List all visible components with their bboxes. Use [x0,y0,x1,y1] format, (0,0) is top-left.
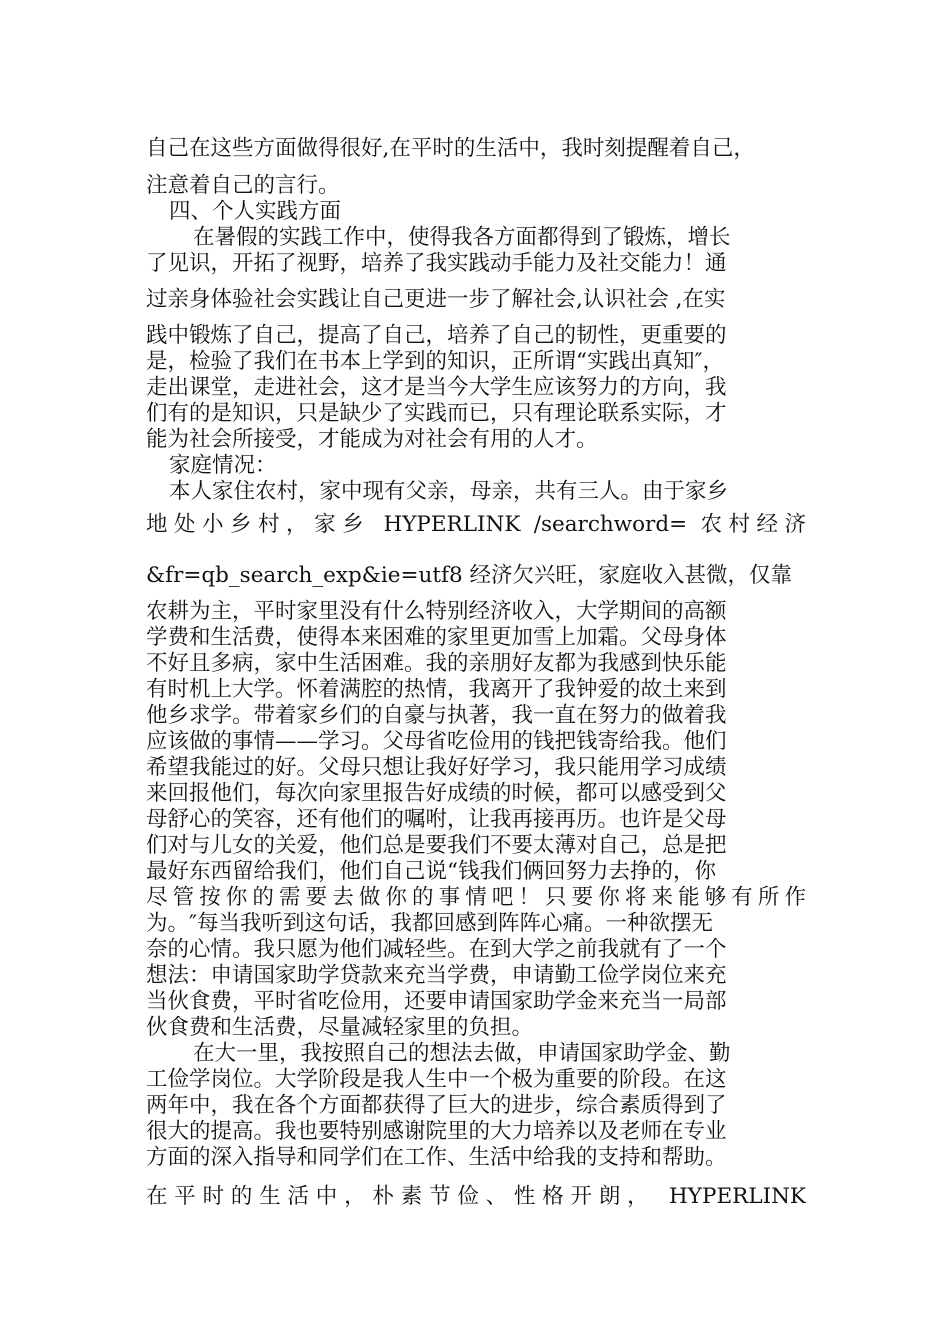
text-line: 当伙食费，平时省吃俭用，还要申请国家助学金来充当一局部 [146,989,727,1014]
text-line: 自己在这些方面做得很好,在平时的生活中，我时刻提醒着自己， [146,136,755,161]
text-line: 学费和生活费，使得本来困难的家里更加雪上加霜。父母身体 [146,625,727,650]
text-line: 能为社会所接受，才能成为对社会有用的人才。 [146,427,598,452]
text-line: 伙食费和生活费，尽量减轻家里的负担。 [146,1015,534,1040]
text-line: 在大一里，我按照自己的想法去做，申请国家助学金、勤 [193,1041,731,1066]
text-line: 奈的心情。我只愿为他们减轻些。在到大学之前我就有了一个 [146,937,727,962]
text-line: 为。″每当我听到这句话，我都回感到阵阵心痛。一种欲摆无 [146,911,714,936]
text-line: 不好且多病，家中生活困难。我的亲朋好友都为我感到快乐能 [146,651,727,676]
hyperlink-line: 地处小乡村，家乡 HYPERLINK /searchword= 农村经济 [146,512,806,537]
text-line: 尽管按你的需要去做你的事情吧！只要你将来能够有所作 [146,885,806,910]
hyperlink-line: 在平时的生活中，朴素节俭、性格开朗， HYPERLINK [146,1184,806,1209]
text-line: 践中锻炼了自己，提高了自己，培养了自己的韧性，更重要的 [146,323,727,348]
text-line: 工俭学岗位。大学阶段是我人生中一个极为重要的阶段。在这 [146,1067,727,1092]
text-line: 们对与儿女的关爱，他们总是要我们不要太薄对自己，总是把 [146,833,727,858]
text-line: 农耕为主，平时家里没有什么特别经济收入，大学期间的高额 [146,599,727,624]
text-line: 在暑假的实践工作中，使得我各方面都得到了锻炼，增长 [193,225,731,250]
text-line: 了见识，开拓了视野，培养了我实践动手能力及社交能力！通 [146,251,727,276]
hyperlink-line: &fr=qb_search_exp&ie=utf8 经济欠兴旺，家庭收入甚微，仅靠 [146,563,792,588]
text-line: 最好东西留给我们，他们自己说“钱我们俩回努力去挣的，你 [146,859,716,884]
text-line: 注意着自己的言行。 [146,173,340,198]
text-line: 希望我能过的好。父母只想让我好好学习，我只能用学习成绩 [146,755,727,780]
text-line: 来回报他们，每次向家里报告好成绩的时候，都可以感受到父 [146,781,727,806]
section-heading: 四、个人实践方面 [169,199,342,224]
text-line: 应该做的事情——学习。父母省吃俭用的钱把钱寄给我。他们 [146,729,727,754]
text-line: 很大的提高。我也要特别感谢院里的大力培养以及老师在专业 [146,1119,727,1144]
text-line: 两年中，我在各个方面都获得了巨大的进步，综合素质得到了 [146,1093,727,1118]
text-line: 是，检验了我们在书本上学到的知识，正所谓“实践出真知″， [146,349,725,374]
text-line: 他乡求学。带着家乡们的自豪与执著，我一直在努力的做着我 [146,703,727,728]
text-line: 们有的是知识，只是缺少了实践而已，只有理论联系实际，才 [146,401,727,426]
text-line: 本人家住农村，家中现有父亲，母亲，共有三人。由于家乡 [169,479,729,504]
text-line: 方面的深入指导和同学们在工作、生活中给我的支持和帮助。 [146,1145,727,1170]
text-line: 母舒心的笑容，还有他们的嘱咐，让我再接再历。也许是父母 [146,807,727,832]
text-line: 过亲身体验社会实践让自己更进一步了解社会,认识社会 ,在实 [146,287,726,312]
text-line: 有时机上大学。怀着满腔的热情，我离开了我钟爱的故土来到 [146,677,727,702]
text-line: 走出课堂，走进社会，这才是当今大学生应该努力的方向，我 [146,375,727,400]
text-line: 想法：申请国家助学贷款来充当学费，申请勤工俭学岗位来充 [146,963,727,988]
section-heading: 家庭情况： [169,453,277,478]
